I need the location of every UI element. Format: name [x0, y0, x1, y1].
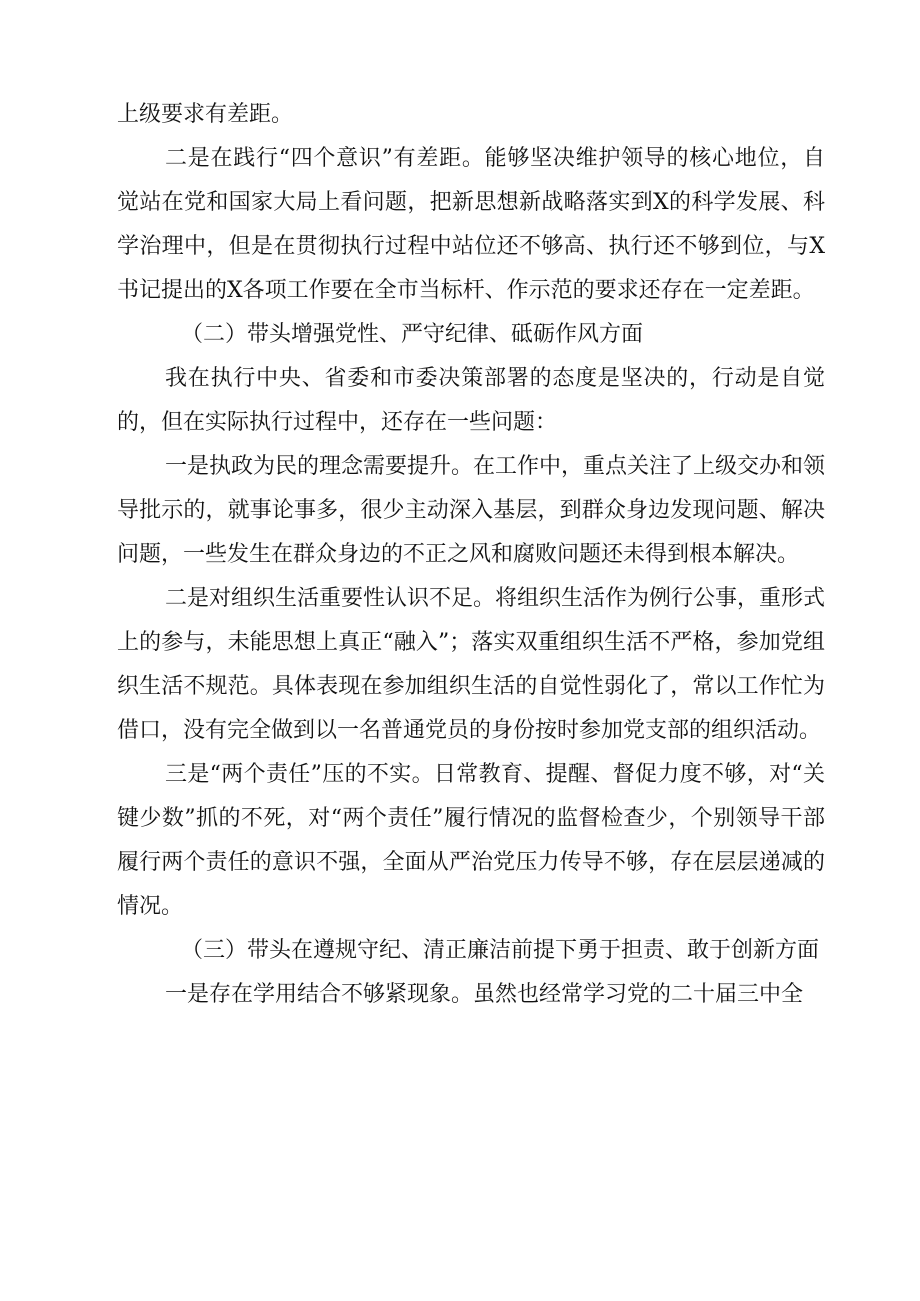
paragraph-point-1: 一是执政为民的理念需要提升。在工作中，重点关注了上级交办和领导批示的，就事论事多，很少主动深入基层，到群众身边发现问题、解决问题，一些发生在群众身边的不正之风和腐败问题还未得到根本解决。 — [117, 454, 826, 567]
section-heading-2: （二）带头增强党性、严守纪律、砥砺作风方面 — [181, 322, 644, 347]
paragraph-study: 一是存在学用结合不够紧现象。虽然也经常学习党的二十届三中全 — [165, 982, 804, 1007]
paragraph-point-2: 二是对组织生活重要性认识不足。将组织生活作为例行公事，重形式上的参与，未能思想上真正“融入”；落实双重组织生活不严格，参加党组织生活不规范。具体表现在参加组织生活的自觉性弱化了，常以工作忙为借口，没有完全做到以一名普通党员的身份按时参加党支部的组织活动。 — [117, 586, 826, 743]
paragraph-continuation: 上级要求有差距。 — [117, 102, 294, 127]
paragraph-intro: 我在执行中央、省委和市委决策部署的态度是坚决的，行动是自觉的，但在实际执行过程中，还存在一些问题： — [117, 366, 825, 435]
section-heading-3: （三）带头在遵规守纪、清正廉洁前提下勇于担责、敢于创新方面 — [181, 938, 820, 963]
paragraph-point-3: 三是“两个责任”压的不实。日常教育、提醒、督促力度不够，对“关键少数”抓的不死，对“两个责任”履行情况的监督检查少，个别领导干部履行两个责任的意识不强，全面从严治党压力传导不够，存在层层递减的情况。 — [117, 762, 825, 919]
document-body — [117, 93, 825, 1017]
paragraph-four-consciousness: 二是在践行“四个意识”有差距。能够坚决维护领导的核心地位，自觉站在党和国家大局上看问题，把新思想新战略落实到X的科学发展、科学治理中，但是在贯彻执行过程中站位还不够高、执行还不够到位，与X书记提出的X各项工作要在全市当标杆、作示范的要求还存在一定差距。 — [117, 146, 825, 303]
